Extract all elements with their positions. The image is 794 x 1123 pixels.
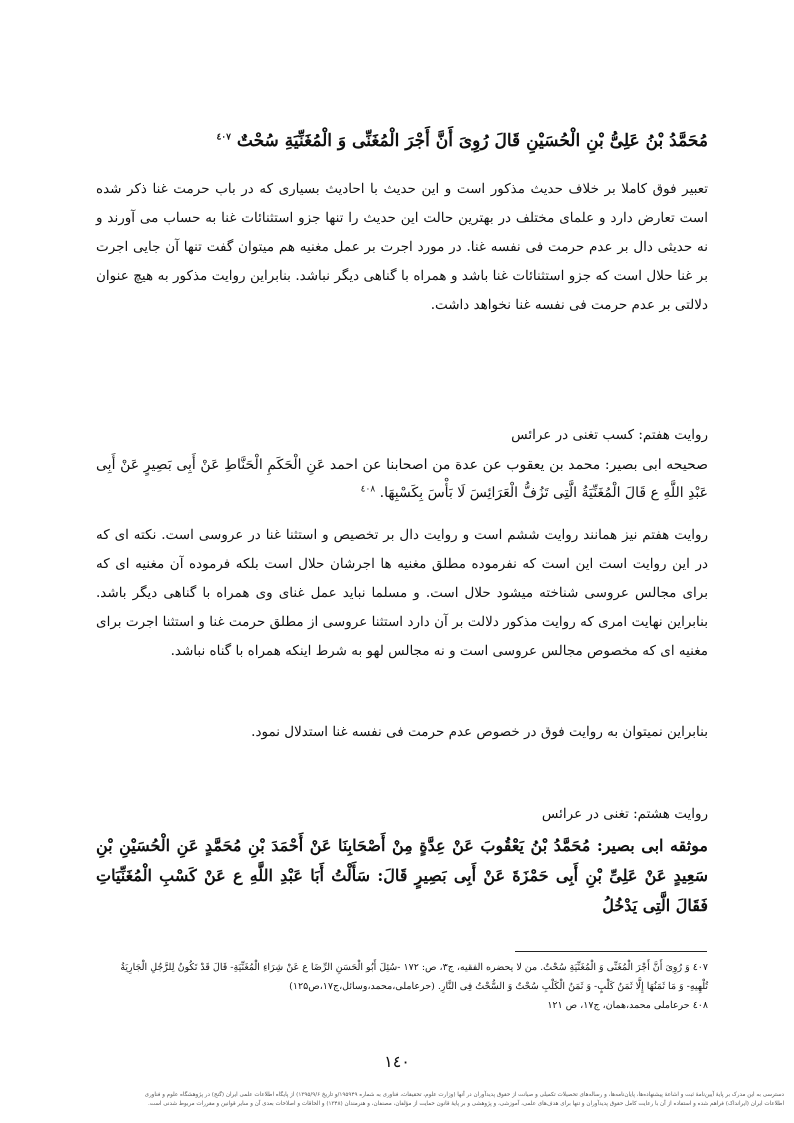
section-7-paragraph: روایت هفتم نیز همانند روایت ششم است و روایت دال بر تخصیص و استثنا غنا در عروسی است. نکته ای که در این روایت است این است که نفرموده مطلق مغنیه ها اجرشان حلال است بلکه فرموده آن مغنیه ای که برای مجالس عروسی شناخته میشود حلال است. و مسلما نباید عمل غنای وی همراه با گناهی دیگر باشد. بنابراین نهایت امری که روایت مذکور دلالت بر آن دارد استثنا عروسی از مطلق حرمت غنا و استثنا اجرت برای مغنیه ای که مخصوص مجالس عروسی است و نه مجالس لهو به شرط اینکه همراه با گناه نباشد. <box>96 527 709 659</box>
hadith-407-text: مُحَمَّدُ بْنُ عَلِیُّ بْنِ الْحُسَیْنِ قَالَ رُوِیَ أَنَّ أَجْرَ الْمُغَنِّی وَ الْمُغَنِّیَةِ سُحْتٌ <box>236 131 708 151</box>
section-8-hadith: موثقه ابی بصیر: مُحَمَّدُ بْنُ یَعْقُوبَ عَنْ عِدَّةٍ مِنْ أَصْحَابِنَا عَنْ أَحْمَدَ بْنِ مُحَمَّدٍ عَنِ الْحُسَیْنِ بْنِ سَعِیدٍ عَنْ عَلِیِّ بْنِ أَبِی حَمْزَةَ عَنْ أَبِی بَصِیرٍ قَالَ: سَأَلْتُ أَبَا عَبْدِ اللَّهِ ع عَنْ كَسْبِ الْمُغَنِّیَاتِ فَقَالَ الَّتِی یَدْخُلُ <box>96 836 708 915</box>
copyright-disclaimer <box>10 1091 784 1109</box>
section-7-hadith-text: صحیحه ابی بصیر: محمد بن یعقوب عن عدة من اصحابنا عن احمد عَنِ الْحَكَمِ الْحَنَّاطِ عَنْ أَبِی بَصِیرٍ عَنْ أَبِی عَبْدِ اللَّهِ ع قَالَ الْمُغَنِّیَةُ الَّتِی تَزُفُّ الْعَرَائِسَ لَا بَأْسَ بِكَسْبِهَا. <box>96 457 708 501</box>
page-number: ١٤٠ <box>384 1052 410 1071</box>
disclaimer-line-2: اطلاعات ایران (ایرانداک) فراهم شده و استفاده از آن با رعایت کامل حقوق پدیدآوران و تنها برای هدف‌های علمی، آموزشی، و پژوهشی و بر پایهٔ قانون حمایت از مؤلفان، مصنفان، و هنرمندان (۱۳۴۸) و الحاقات و اصلاحات بعدی آن و سایر قوانین و مقررات مربوط شدنی است. <box>147 1101 784 1107</box>
disclaimer-line-1: دسترسی به این مدرک بر پایهٔ آیین‌نامهٔ ثبت و اشاعهٔ پیشنهاده‌ها، پایان‌نامه‌ها، و رساله‌های تحصیلات تکمیلی و صیانت از حقوق پدیدآوران در آنها (وزارت علوم، تحقیقات، فناوری به شماره ۱۹۵۹۴۹/و تاریخ ۱۳۹۵/۹/۶) از پایگاه اطلاعات علمی ایران (گنج) در پژوهشگاه علوم و فناوری <box>144 1092 784 1098</box>
footnote-separator <box>515 951 707 952</box>
footnotes <box>96 958 708 1015</box>
hadith-407 <box>96 126 708 156</box>
footnote-408: ٤٠٨ حرعاملی محمد،همان، ج۱۷، ص ۱۲۱ <box>547 1000 708 1011</box>
section-7-title: روایت هفتم: کسب تغنی در عرائس <box>511 427 708 443</box>
footnote-ref-407: ٤٠٧ <box>216 132 231 143</box>
section-8-title: روایت هشتم: تغنی در عرائس <box>541 806 708 822</box>
footnote-407: ٤٠٧ وَ رُوِیَ أَنَّ أَجْرَ الْمُغَنِّی وَ الْمُغَنِّیَةِ سُحْتٌ. من لا یحضره الفقیه، ج۳، ص: ۱۷۲ -سُئِلَ أَبُو الْحَسَنِ الرِّضَا ع عَنْ شِرَاءِ الْمُغَنِّیَةِ- قَالَ قَدْ تَكُونُ لِلرَّجُلِ الْجَارِیَةُ تُلْهِیهِ- وَ مَا ثَمَنُهَا إِلَّا ثَمَنُ كَلْبٍ- وَ ثَمَنُ الْكَلْبِ سُحْتٌ وَ السُّحْتُ فِی النَّارِ. (حرعاملی،محمد،وسائل،ج۱۷،ص۱۲۵) <box>120 962 708 992</box>
section-7-hadith <box>96 451 708 507</box>
footnote-ref-408: ٤٠٨ <box>360 484 376 495</box>
section-7-conclusion: بنابراین نمیتوان به روایت فوق در خصوص عدم حرمت فی نفسه غنا استدلال نمود. <box>251 724 708 740</box>
paragraph-1: تعبیر فوق کاملا بر خلاف حدیث مذکور است و این حدیث با احادیث بسیاری که در باب حرمت غنا ذکر شده است تعارض دارد و علمای مختلف در بهترین حالت این حدیث را تنها جزو استثنائات غنا به حساب می آورند و نه حدیثی دال بر عدم حرمت فی نفسه غنا. در مورد اجرت بر عمل مغنیه هم میتوان گفت تنها آن جایی اجرت بر غنا حلال است که جزو استثنائات غنا باشد و همراه با گناهی دیگر نباشد. بنابراین روایت مذکور به هیچ عنوان دلالتی بر عدم حرمت فی نفسه غنا نخواهد داشت. <box>96 181 708 313</box>
